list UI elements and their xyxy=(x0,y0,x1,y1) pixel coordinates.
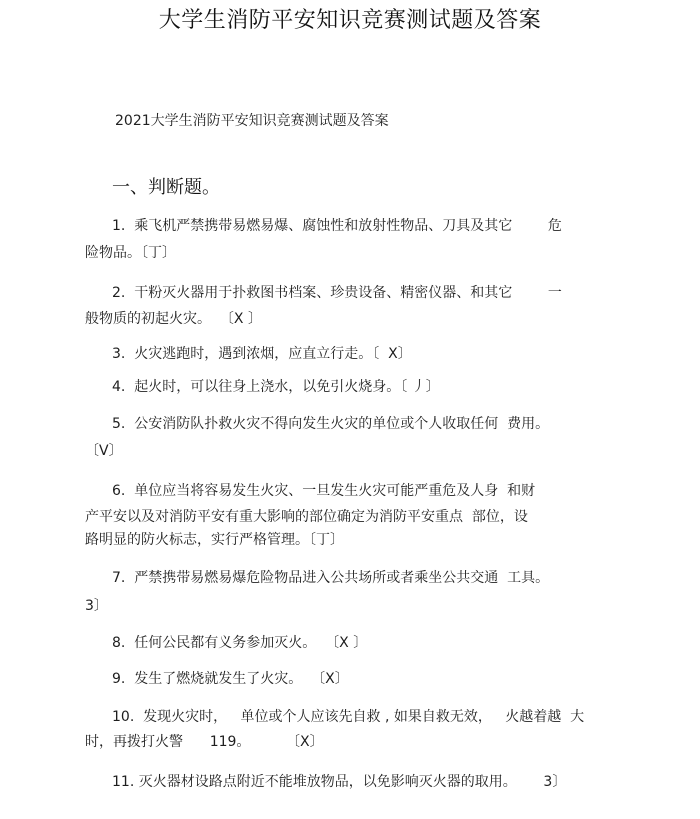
question-line: 产平安以及对消防平安有重大影响的部位确定为消防平安重点 部位，设 xyxy=(85,509,528,525)
question-line: 险物品。〔丁〕 xyxy=(85,245,176,261)
question-line: 路明显的防火标志，实行严格管理。〔丁〕 xyxy=(85,532,344,548)
question-line: 6. 单位应当将容易发生火灾、一旦发生火灾可能严重危及人身 和财 xyxy=(112,483,536,499)
question-line: 3〕 xyxy=(85,598,108,614)
question-line: 7. 严禁携带易燃易爆危险物品进入公共场所或者乘坐公共交通 工具。 xyxy=(112,570,550,586)
question-line: 般物质的初起火灾。 〔X 〕 xyxy=(85,311,262,327)
document-title: 大学生消防平安知识竞赛测试题及答案 xyxy=(158,8,542,33)
document-subtitle: 2021大学生消防平安知识竞赛测试题及答案 xyxy=(115,113,389,129)
question-line: 时，再拨打火警 119。 〔X〕 xyxy=(85,734,324,750)
question-line: 10. 发现火灾时， 单位或个人应该先自救 , 如果自救无效， 火越着越 大 xyxy=(112,709,585,725)
question-line: 9. 发生了燃烧就发生了火灾。 〔X〕 xyxy=(112,671,349,687)
question-line: 3. 火灾逃跑时，遇到浓烟，应直立行走。〔 X〕 xyxy=(112,346,412,362)
question-line: 2. 干粉灭火器用于扑救图书档案、珍贵设备、精密仪器、和其它 一 xyxy=(112,285,562,301)
question-line: 4. 起火时，可以往身上浇水，以免引火烧身。〔 丿〕 xyxy=(112,379,440,395)
question-line: 〔V〕 xyxy=(85,443,123,459)
question-line: 8. 任何公民都有义务参加灭火。 〔X 〕 xyxy=(112,635,368,651)
question-line: 11. 灭火器材设路点附近不能堆放物品，以免影响灭火器的取用。 3〕 xyxy=(112,774,567,790)
section-heading: 一、判断题。 xyxy=(112,177,220,198)
question-line: 5. 公安消防队扑救火灾不得向发生火灾的单位或个人收取任何 费用。 xyxy=(112,416,550,432)
question-line: 1. 乘飞机严禁携带易燃易爆、腐蚀性和放射性物品、刀具及其它 危 xyxy=(112,218,562,234)
